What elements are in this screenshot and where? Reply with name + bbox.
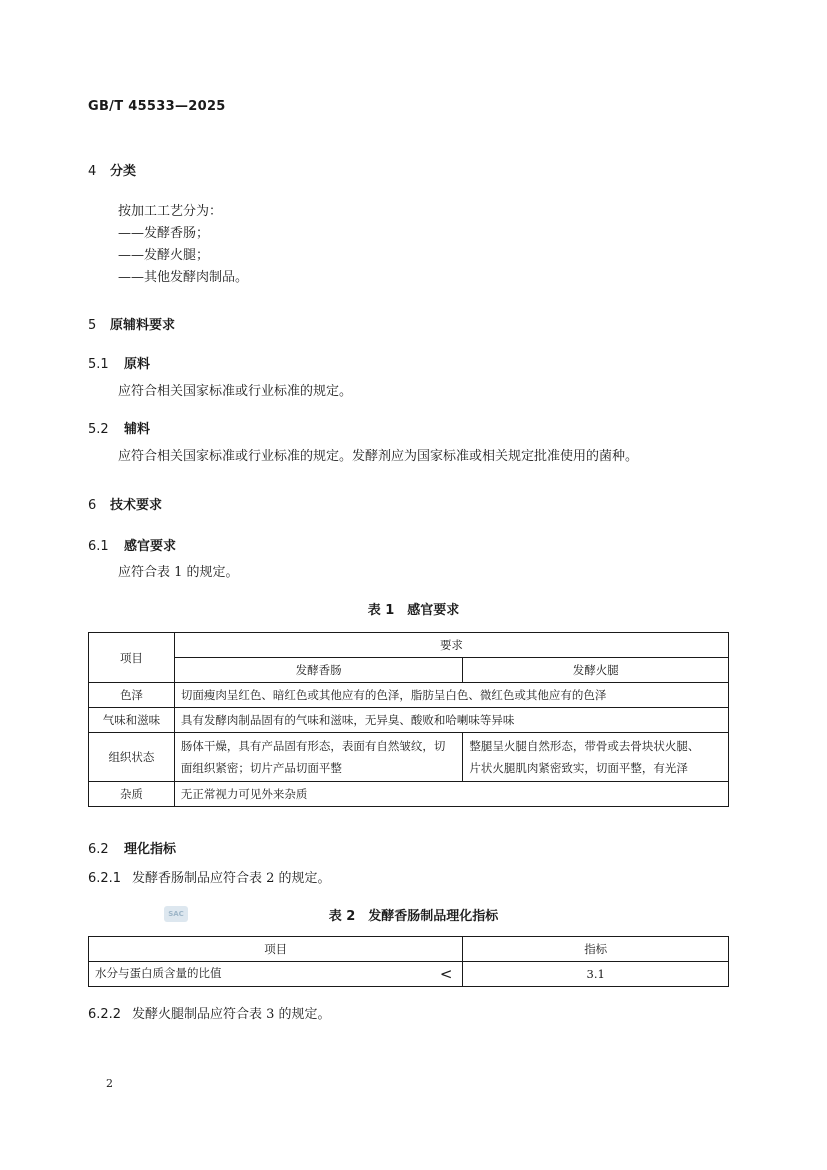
clause-text: 发酵火腿制品应符合表 3 的规定。 [132,1007,331,1022]
table-row [89,962,729,987]
row-item: 组织状态 [89,733,175,782]
row-text: 无正常视力可见外来杂质 [174,782,728,807]
row-sausage-text [174,733,463,782]
text-line: 片状火腿肌肉紧密致实，切面平整，有光泽 [469,761,688,775]
section-5-2-heading [88,418,150,437]
list-item: ——发酵香肠； [118,226,210,241]
table-header-item: 项目 [89,937,463,962]
table-2-physicochemical [88,936,729,987]
row-item-text: 水分与蛋白质含量的比值 [95,966,222,980]
row-ham-text [463,733,729,782]
text-line: 整腿呈火腿自然形态，带骨或去骨块状火腿、 [469,739,700,753]
less-than-symbol: < [439,965,453,983]
table-row [89,683,729,708]
section-5-1-heading [88,353,150,372]
section-6-2-1-text [88,868,331,890]
section-title: 感官要求 [124,539,177,554]
section-5-2-text: 应符合相关国家标准或行业标准的规定。发酵剂应为国家标准或相关规定批准使用的菌种。 [118,449,639,464]
table-header-sausage: 发酵香肠 [174,658,463,683]
row-item: 杂质 [89,782,175,807]
section-title: 辅料 [124,422,151,437]
section-number: 6.2.1 [88,871,122,886]
table-header-index: 指标 [463,937,729,962]
table-row [89,708,729,733]
section-number: 6.1 [88,539,109,554]
section-number: 5 [88,318,97,333]
text-line: 肠体干燥，具有产品固有形态，表面有自然皱纹，切 [180,739,446,753]
section-number: 4 [88,164,97,179]
section-4-body [118,201,248,289]
section-6-2-heading [88,838,176,857]
sac-watermark-logo: SAC [164,906,188,922]
list-item: ——其他发酵肉制品。 [118,270,249,285]
document-header-id: GB/T 45533—2025 [88,99,226,114]
table-row [89,782,729,807]
row-item [89,962,463,987]
table-row [89,733,729,782]
section-number: 6.2.2 [88,1007,122,1022]
section-title: 原料 [124,357,151,372]
section-6-1-heading [88,535,176,554]
section-6-1-text: 应符合表 1 的规定。 [118,565,239,580]
table-header-ham: 发酵火腿 [463,658,729,683]
table-header-requirement: 要求 [174,633,728,658]
section-6-heading [88,494,162,513]
section-title: 分类 [110,164,137,179]
table-1-caption: 表 1 感官要求 [367,603,460,618]
table-1-sensory [88,632,729,807]
table-header-item: 项目 [89,633,175,683]
row-text: 具有发酵肉制品固有的气味和滋味，无异臭、酸败和哈喇味等异味 [174,708,728,733]
section-5-heading [88,314,175,333]
row-item: 色泽 [89,683,175,708]
section-number: 5.1 [88,357,109,372]
text-line: 面组织紧密；切片产品切面平整 [180,761,342,775]
page-number: 2 [106,1077,113,1090]
section-number: 6 [88,498,97,513]
section-title: 理化指标 [124,842,177,857]
section-number: 5.2 [88,422,109,437]
section-4-heading [88,160,136,179]
row-text: 切面瘦肉呈红色、暗红色或其他应有的色泽，脂肪呈白色、微红色或其他应有的色泽 [174,683,728,708]
section-5-1-text: 应符合相关国家标准或行业标准的规定。 [118,384,353,399]
row-item: 气味和滋味 [89,708,175,733]
section-6-2-2-text [88,1004,331,1026]
table-2-caption: 表 2 发酵香肠制品理化指标 [328,909,499,924]
classification-intro: 按加工工艺分为： [118,204,223,219]
row-value: 3.1 [463,962,729,987]
section-number: 6.2 [88,842,109,857]
section-title: 技术要求 [110,498,163,513]
clause-text: 发酵香肠制品应符合表 2 的规定。 [132,871,331,886]
section-title: 原辅料要求 [110,318,176,333]
list-item: ——发酵火腿； [118,248,210,263]
